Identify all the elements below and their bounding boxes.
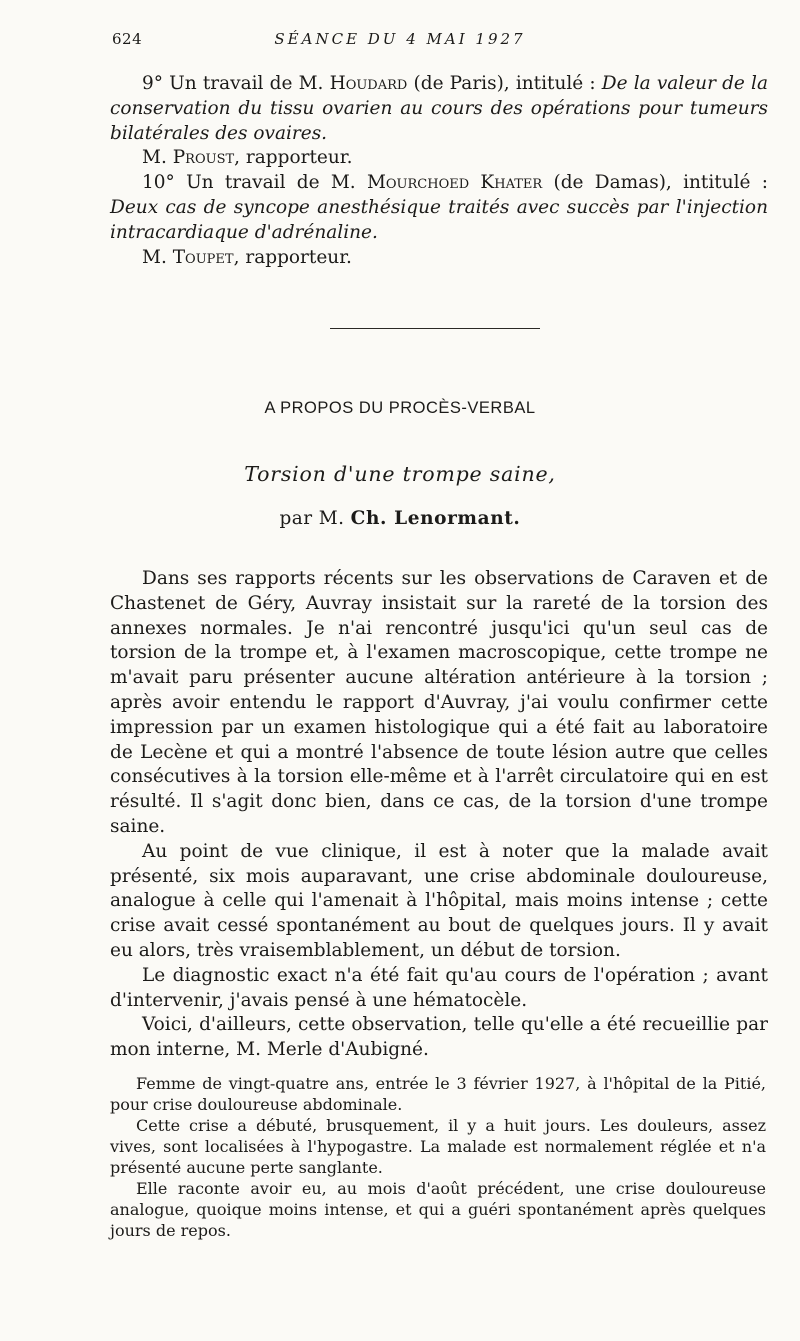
agenda-items xyxy=(110,72,768,270)
rapporteur-suffix: , rapporteur. xyxy=(233,246,352,268)
rapporteur-prefix: M. xyxy=(142,246,173,268)
paragraph: Au point de vue clinique, il est à noter que la malade avait présenté, six mois auparavant, une crise abdominale douloureuse, analogue à celle qui l'amenait à l'hôpital, mais moins intense ; cette crise avait cessé spontanément au bout de quelques jours. Il y avait eu alors, très vraisemblablement, un début de torsion. xyxy=(110,840,768,961)
paragraph: Le diagnostic exact n'a été fait qu'au cours de l'opération ; avant d'intervenir, j'avais pensé à une hématocèle. xyxy=(110,964,768,1011)
rapporteur-name: Proust xyxy=(172,147,235,169)
item-10-author: Mourchoed Khater xyxy=(366,172,543,194)
article-body xyxy=(110,567,768,1063)
author-name: Ch. Lenormant. xyxy=(350,508,521,529)
paragraph: Voici, d'ailleurs, cette observation, telle qu'elle a été recueillie par mon interne, M. Merle d'Aubigné. xyxy=(110,1014,768,1061)
paragraph: Dans ses rapports récents sur les observations de Caraven et de Chastenet de Géry, Auvray insistait sur la rareté de la torsion des annexes normales. Je n'ai rencontré jusqu'ici qu'un seul cas de torsion de la trompe et, à l'examen macroscopique, cette trompe ne m'avait paru présenter aucune altération antérieure à la torsion ; après avoir entendu le rapport d'Auvray, j'ai voulu confirmer cette impression par un examen histologique qui a été fait au laboratoire de Lecène et qui a montré l'absence de toute lésion autre que celles consécutives à la torsion elle-même et à l'arrêt circulatoire qui en est résulté. Il s'agit donc bien, dans ce cas, de la torsion d'une trompe saine. xyxy=(110,568,768,837)
rapporteur-suffix: , rapporteur. xyxy=(234,147,353,169)
item-10-title: Deux cas de syncope anesthésique traités avec succès par l'injection intracardiaque d'adrénaline. xyxy=(110,196,768,243)
item-9-place: (de Paris), intitulé : xyxy=(407,73,602,94)
page-number: 624 xyxy=(112,30,143,48)
agenda-item-10 xyxy=(110,171,768,245)
agenda-item-9-rapporteur xyxy=(110,146,768,171)
observation-paragraph: Elle raconte avoir eu, au mois d'août précédent, une crise douloureuse analogue, quoique moins intense, et qui a guéri spontanément après quelques jours de repos. xyxy=(110,1179,766,1240)
observation-paragraph: Cette crise a débuté, brusquement, il y a huit jours. Les douleurs, assez vives, sont localisées à l'hypogastre. La malade est normalement réglée et n'a présenté aucune perte sanglante. xyxy=(110,1116,766,1177)
agenda-item-9 xyxy=(110,72,768,146)
item-10-number: 10° Un travail de M. xyxy=(142,172,367,194)
author-prefix: par M. xyxy=(279,508,351,529)
running-head: SÉANCE DU 4 MAI 1927 xyxy=(274,30,526,48)
page-header xyxy=(0,30,800,54)
item-9-author: Houdard xyxy=(329,73,408,94)
rapporteur-prefix: M. xyxy=(142,147,173,169)
clinical-observation xyxy=(110,1073,766,1241)
section-divider xyxy=(330,328,540,329)
article-author xyxy=(0,508,800,529)
item-10-place: (de Damas), intitulé : xyxy=(542,172,768,194)
section-heading: A PROPOS DU PROCÈS-VERBAL xyxy=(264,399,536,417)
observation-paragraph: Femme de vingt-quatre ans, entrée le 3 février 1927, à l'hôpital de la Pitié, pour crise douloureuse abdominale. xyxy=(110,1074,766,1114)
item-9-title: De la valeur de la conservation du tissu ovarien au cours des opérations pour tumeurs bilatérales des ovaires. xyxy=(110,73,768,144)
rapporteur-name: Toupet xyxy=(172,246,234,268)
agenda-item-10-rapporteur xyxy=(110,246,768,271)
item-9-number: 9° Un travail de M. xyxy=(142,73,330,94)
article-title: Torsion d'une trompe saine, xyxy=(244,462,556,486)
